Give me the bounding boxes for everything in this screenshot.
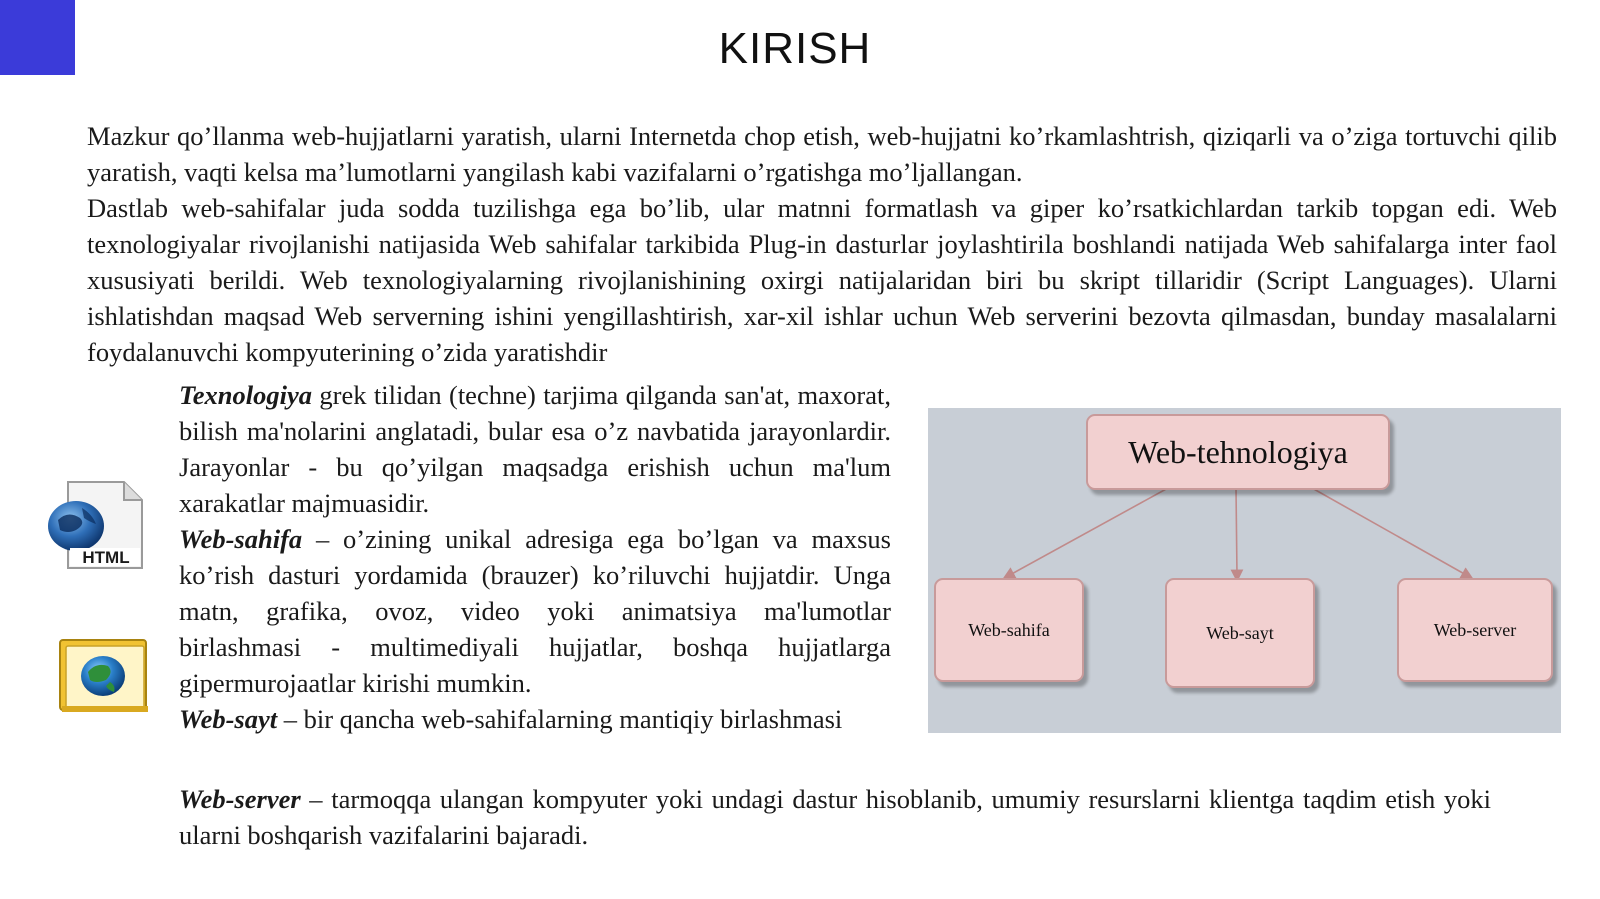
- definition-text: – tarmoqqa ulangan kompyuter yoki undagi dastur hisoblanib, umumiy resurslarni klientga taqdim etish yoki ularni boshqarish vazifalarini bajaradi.: [179, 784, 1491, 850]
- definition-text: – o’zining unikal adresiga ega bo’lgan va maxsus ko’rish dasturi yordamida (brauzer) ko’riluvchi hujjatdir. Unga matn, grafika, ovoz, video yoki animatsiya ma'lumotlar birlashmasi - multimediyali hujjatlar, boshqa hujjatlarga gipermurojaatlar kirishi mumkin.: [179, 524, 891, 698]
- definitions-list: [179, 377, 891, 737]
- definition-web-sayt: [179, 701, 891, 737]
- intro-paragraph-1: Mazkur qo’llanma web-hujjatlarni yaratish, ularni Internetda chop etish, web-hujjatni ko’rkamlashtrish, qiziqarli va o’ziga tortuvchi qilib yaratish, vaqti kelsa ma’lumotlarni yangilash kabi vazifalarni o’rgatishga mo’ljallangan.: [87, 121, 1557, 187]
- definition-web-server-block: [179, 781, 1491, 853]
- definition-text: grek tilidan (techne) tarjima qilganda san'at, maxorat, bilish ma'nolarini anglatadi, bular esa o’z navbatida jarayonlardir. Jarayonlar - bu qo’yilgan maqsadga erishish uchun ma'lum xarakatlar majmuasidir.: [179, 380, 891, 518]
- diagram-root-node: Web-tehnologiya: [1086, 414, 1390, 490]
- html-icon-label: HTML: [82, 548, 130, 567]
- slide-title: KIRISH: [718, 24, 872, 73]
- intro-text: [87, 118, 1557, 370]
- connector-server: [1312, 488, 1468, 576]
- definition-term: Web-sayt: [179, 704, 278, 734]
- diagram-node-web-sayt: Web-sayt: [1165, 578, 1315, 688]
- definition-term: Web-sahifa: [179, 524, 303, 554]
- definition-term: Texnologiya: [179, 380, 312, 410]
- html-file-icon: [46, 478, 150, 574]
- globe-window-icon: [56, 636, 150, 716]
- diagram-node-web-sahifa: Web-sahifa: [934, 578, 1084, 682]
- web-technology-diagram: [928, 408, 1561, 733]
- intro-paragraph-2: Dastlab web-sahifalar juda sodda tuzilishga ega bo’lib, ular matnni formatlash va giper ko’rsatkichlardan tarkib topgan edi. Web texnologiyalar rivojlanishi natijasida Web sahifalar tarkibida Plug-in dasturlar joylashtirila boshlandi natijada Web sahifalarga inter faol xususiyati berildi. Web texnologiyalarning rivojlanishining oxirgi natijalaridan biri bu skript tillaridir (Script Languages). Ularni ishlatishdan maqsad Web serverning ishini yengillashtirish, xar-xil ishlar uchun Web serverini bezovta qilmasdan, bunday masalalarni foydalanuvchi kompyuterining o’zida yaratishdir: [87, 193, 1557, 367]
- diagram-node-web-server: Web-server: [1397, 578, 1553, 682]
- connector-sahifa: [1008, 488, 1168, 576]
- definition-text: – bir qancha web-sahifalarning mantiqiy birlashmasi: [277, 704, 843, 734]
- definition-web-server: [179, 781, 1491, 853]
- definition-term: Web-server: [179, 784, 301, 814]
- connector-sayt: [1236, 488, 1237, 576]
- definition-texnologiya: [179, 377, 891, 521]
- definition-web-sahifa: [179, 521, 891, 701]
